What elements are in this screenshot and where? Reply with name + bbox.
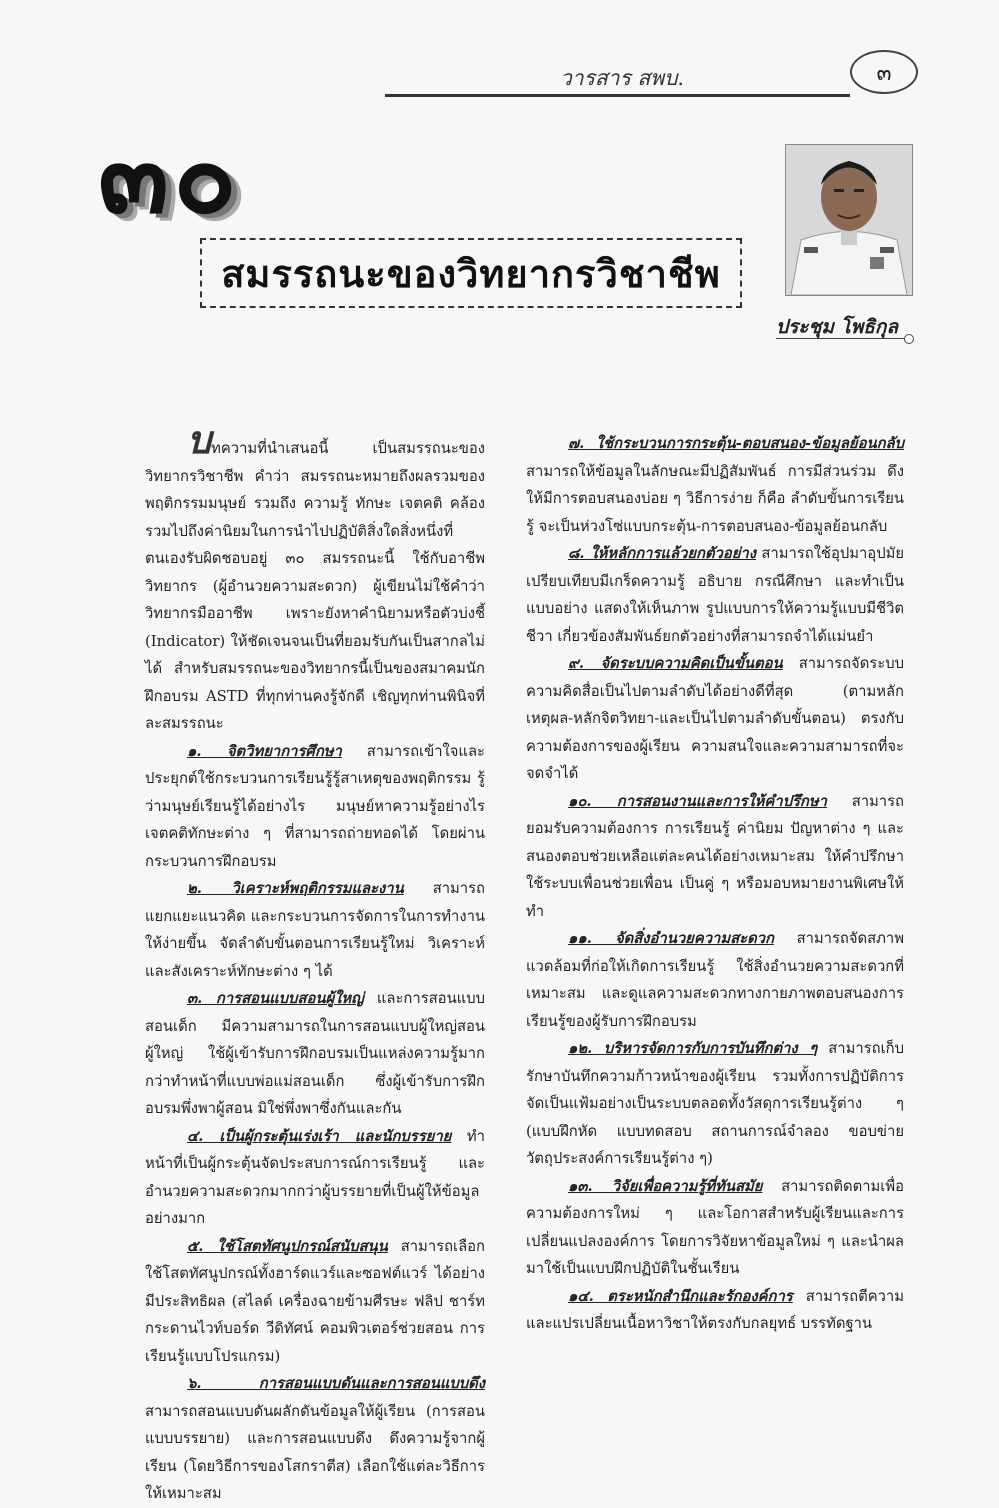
- competency-item: [145, 1233, 485, 1371]
- competency-item: [145, 1370, 485, 1508]
- right-column: [526, 430, 904, 1338]
- article-title: สมรรถนะของวิทยากรวิชาชีพ: [221, 251, 721, 296]
- competency-item: [526, 788, 904, 926]
- author-name: ประชุม โพธิกุล: [776, 316, 898, 338]
- intro-text: ทความที่นำเสนอนี้ เป็นสมรรถนะของวิทยากรวิชาชีพ คำว่า สมรรถนะหมายถึงผลรวมของพฤติกรรมมนุษย์ รวมถึง ความรู้ ทักษะ เจตคติ คล้องรวมไปถึงค่านิยมในการนำไปปฏิบัติสิ่งใดสิ่งหนึ่งที่ตนเองรับผิดชอบอยู่ ๓๐ สมรรถนะนี้ ใช้กับอาชีพวิทยากร (ผู้อำนวยความสะดวก) ผู้เขียนไม่ใช้คำว่า วิทยากรมืออาชีพ เพราะยังหาคำนิยามหรือตัวบ่งชี้ (Indicator) ให้ชัดเจนจนเป็นที่ยอมรับกันเป็นสากลไม่ได้ สำหรับสมรรถนะของวิทยากรนี้เป็นของสมาคมนักฝึกอบรม ASTD ที่ทุกท่านคงรู้จักดี เชิญทุกท่านพินิจที่ละสมรรถนะ: [145, 440, 485, 732]
- competency-body: สามารถจัดระบบความคิดสื่อเป็นไปตามลำดับได้อย่างดีที่สุด (ตามหลักเหตุผล-หลักจิตวิทยา-และเป็นไปตามลำดับขั้นตอน) ตรงกับความต้องการของผู้เรียน ความสนใจและความสามารถที่จะจดจำได้: [526, 655, 904, 782]
- competency-item: [526, 540, 904, 650]
- competency-heading: ๘. ให้หลักการแล้วยกตัวอย่าง: [568, 545, 756, 562]
- competency-body: สามารถให้ข้อมูลในลักษณะมีปฏิสัมพันธ์ การมีส่วนร่วม ดึงให้มีการตอบสนองบ่อย ๆ วิธีการง่าย ก็คือ ลำดับขั้นการเรียนรู้ จะเป็นห่วงโซ่แบบกระตุ้น-การตอบสนอง-ข้อมูลย้อนกลับ: [526, 462, 904, 535]
- competency-item: [526, 430, 904, 540]
- competency-body: สามารถตีความและแปรเปลี่ยนเนื้อหาวิชาให้ตรงกับกลยุทธ์ บรรทัดฐาน: [526, 1287, 904, 1332]
- competency-body: สามารถเก็บรักษาบันทึกความก้าวหน้าของผู้เรียน รวมทั้งการปฏิบัติการจัดเป็นแฟ้มอย่างเป็นระบบตลอดทั้งวัสดุการเรียนรู้ต่าง ๆ (แบบฝึกหัด แบบทดสอบ สถานการณ์จำลอง ขอบข่ายวัตถุประสงค์การเรียนรู้ต่าง ๆ): [526, 1040, 904, 1167]
- title-box: [200, 238, 742, 308]
- competency-item: [145, 875, 485, 985]
- competency-heading: ๓. การสอนแบบสอนผู้ใหญ่: [187, 990, 364, 1007]
- competency-body: สามารถเลือกใช้โสตทัศนูปกรณ์ทั้งฮาร์ดแวร์และซอฟต์แวร์ ได้อย่างมีประสิทธิผล (สไลด์ เครื่องฉายข้ามศีรษะ ฟลิป ชาร์ท กระดานไวท์บอร์ด วีดิทัศน์ คอมพิวเตอร์ช่วยสอน การเรียนรู้แบบโปรแกรม): [145, 1237, 486, 1365]
- competency-heading: ๑๐. การสอนงานและการให้คำปรึกษา: [568, 792, 827, 810]
- competency-item: [526, 1035, 904, 1173]
- competency-body: สามารถยอมรับความต้องการ การเรียนรู้ ค่านิยม ปัญหาต่าง ๆ และสนองตอบช่วยเหลือแต่ละคนได้อย่างเหมาะสม ให้คำปรึกษาใช้ระบบเพื่อนช่วยเพื่อน เป็นคู่ ๆ หรือมอบหมายงานพิเศษให้ทำ: [526, 792, 904, 920]
- competency-item: [526, 650, 904, 788]
- competency-heading: ๗. ใช้กระบวนการกระตุ้น-ตอบสนอง-ข้อมูลย้อนกลับ: [568, 435, 904, 452]
- competency-heading: ๑๔. ตระหนักสำนึกและรักองค์การ: [568, 1287, 793, 1305]
- competency-heading: ๑. จิตวิทยาการศึกษา: [187, 742, 342, 760]
- author-photo: [785, 144, 913, 296]
- competency-heading: ๖. การสอนแบบดันและการสอนแบบดึง: [187, 1375, 485, 1392]
- competency-heading: ๔. เป็นผู้กระตุ้นเร่งเร้า และนักบรรยาย: [187, 1127, 452, 1145]
- drop-cap: บ: [187, 417, 212, 462]
- competency-body: สามารถเข้าใจและประยุกต์ใช้กระบวนการเรียนรู้รู้สาเหตุของพฤติกรรม รู้ว่ามนุษย์เรียนรู้ได้อย่างไร มนุษย์หาความรู้อย่างไร เจตคติทักษะต่าง ๆ ที่สามารถถ่ายทอดได้ โดยผ่านกระบวนการฝึกอบรม: [145, 742, 485, 870]
- intro-paragraph: [145, 417, 485, 738]
- header-rule: [385, 94, 850, 97]
- competency-body: สามารถใช้อุปมาอุปมัย เปรียบเทียบมีเกร็ดความรู้ อธิบาย กรณีศึกษา และทำเป็นแบบอย่าง แสดงให้เห็นภาพ รูปแบบการให้ความรู้แบบมีชีวิตชีวา เกี่ยวข้องสัมพันธ์ยกตัวอย่างที่สามารถจำได้แม่นยำ: [526, 545, 905, 645]
- competency-item: [145, 985, 485, 1123]
- competency-body: สามารถสอนแบบดันผลักดันข้อมูลให้ผู้เรียน (การสอนแบบบรรยาย) และการสอนแบบดึง ดึงความรู้จากผู้เรียน (โดยวิธีการของโสกราตีส) เลือกใช้แต่ละวิธีการให้เหมาะสม: [145, 1402, 485, 1502]
- left-column: [145, 417, 486, 1508]
- competency-body: และการสอนแบบสอนเด็ก มีความสามารถในการสอนแบบผู้ใหญ่สอนผู้ใหญ่ ใช้ผู้เข้ารับการฝึกอบรมเป็นแหล่งความรู้มากกว่าทำหน้าที่แบบพ่อแม่สอนเด็ก ซึ่งผู้เข้ารับการฝึกอบรมพึ่งพาผู้สอน มิใช่พึ่งพาซึ่งกันและกัน: [145, 990, 486, 1117]
- competency-item: [145, 1123, 485, 1233]
- competency-heading: ๕. ใช้โสตทัศนูปกรณ์สนับสนุน: [187, 1237, 388, 1255]
- competency-heading: ๑๑. จัดสิ่งอำนวยความสะดวก: [568, 930, 774, 947]
- author-ornament: [904, 334, 914, 344]
- author-rule: [776, 338, 908, 339]
- competency-item: [145, 738, 485, 876]
- competency-item: [526, 1173, 904, 1283]
- competency-item: [526, 1283, 904, 1338]
- page-number: ๓: [850, 50, 918, 94]
- competency-heading: ๑๒. บริหารจัดการกับการบันทึกต่าง ๆ: [568, 1040, 818, 1057]
- competency-heading: ๑๓. วิจัยเพื่อความรู้ที่ทันสมัย: [568, 1177, 763, 1195]
- competency-heading: ๙. จัดระบบความคิดเป็นขั้นตอน: [568, 655, 783, 672]
- competency-body: สามารถติดตามเพื่อความต้องการใหม่ ๆ และโอกาสสำหรับผู้เรียนและการเปลี่ยนแปลงองค์การ โดยการวิจัยหาข้อมูลใหม่ ๆ และนำผลมาใช้เป็นแบบฝึกปฏิบัติในชั้นเรียน: [526, 1177, 904, 1277]
- competency-heading: ๒. วิเคราะห์พฤติกรรมและงาน: [187, 880, 404, 897]
- journal-title: วารสาร สพบ.: [560, 66, 685, 90]
- competency-body: ทำหน้าที่เป็นผู้กระตุ้นจัดประสบการณ์การเรียนรู้ และอำนวยความสะดวกมากกว่าผู้บรรยายที่เป็นผู้ให้ข้อมูลอย่างมาก: [145, 1127, 485, 1227]
- competency-item: [526, 925, 904, 1035]
- competency-body: สามารถจัดสภาพแวดล้อมที่ก่อให้เกิดการเรียนรู้ ใช้สิ่งอำนวยความสะดวกที่เหมาะสม และดูแลความสะดวกทางกายภาพตอบสนองการเรียนรู้ของผู้รับการฝึกอบรม: [526, 930, 904, 1030]
- competency-body: สามารถแยกแยะแนวคิด และกระบวนการจัดการในการทำงานให้ง่ายขึ้น จัดลำดับขั้นตอนการเรียนรู้ใหม่ วิเคราะห์และสังเคราะห์ทักษะต่าง ๆ ได้: [145, 880, 485, 980]
- article-number: ๓๐: [98, 115, 241, 237]
